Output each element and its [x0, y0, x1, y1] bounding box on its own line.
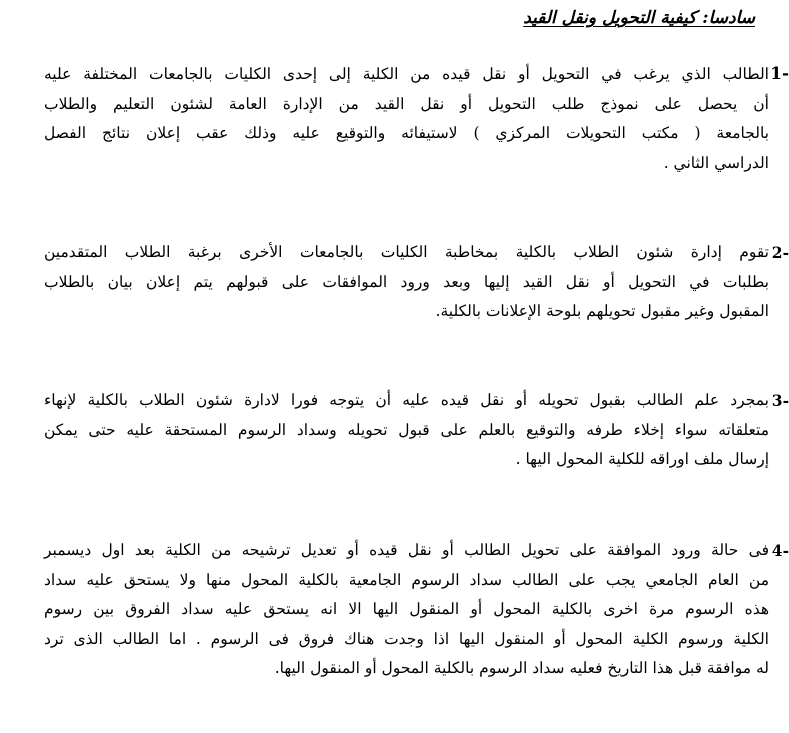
- item-number: 4-: [771, 541, 789, 560]
- item-line: هذه الرسوم مرة اخرى بالكلية المحول أو المنقول اليها الا انه يستحق عليه سداد الفروق بين رسوم: [44, 600, 769, 618]
- item-number: 1-: [770, 64, 789, 84]
- item-line: الكلية ورسوم الكلية المحول أو المنقول اليها اذا وجدت هناك فروق فى الرسوم . اما الطالب الذى ترد: [44, 629, 769, 648]
- item-line: متعلقاته سواء إخلاء طرفه والتوقيع بالعلم على قبول تحويله وسداد الرسوم المستحقة عليه حتى يمكن: [44, 420, 769, 439]
- list-item-3: [44, 386, 789, 475]
- item-number: 3-: [771, 391, 789, 410]
- item-line: بطلبات في التحويل أو نقل القيد إليها وبعد ورود الموافقات على قبولهم يتم إعلان بيان بالطلاب: [44, 272, 769, 291]
- list-item-2: [44, 238, 789, 327]
- item-number: 2-: [771, 243, 789, 262]
- item-line: بالجامعة ( مكتب التحويلات المركزي ) لاستيفائه والتوقيع عليه وذلك عقب إعلان نتائج الفصل: [44, 124, 769, 142]
- section-heading: سادسا: كيفية التحويل ونقل القيد: [523, 8, 755, 28]
- item-line: المقبول وغير مقبول تحويلهم بلوحة الإعلانات بالكلية.: [435, 302, 769, 320]
- item-line: إرسال ملف اوراقه للكلية المحول اليها .: [515, 450, 769, 468]
- item-line: تقوم إدارة شئون الطلاب بالكلية بمخاطبة الكليات بالجامعات الأخرى برغبة الطلاب المتقدمين: [44, 243, 769, 261]
- item-line: من العام الجامعي يجب على الطالب سداد الرسوم الجامعية بالكلية المحول منها ولا يستحق عليه سداد: [44, 570, 769, 589]
- item-line: بمجرد علم الطالب بقبول تحويله أو نقل قيده عليه أن يتوجه فورا لادارة شئون الطلاب بالكلية لإنهاء: [44, 391, 769, 409]
- item-line: فى حالة ورود الموافقة على تحويل الطالب أو نقل قيده أو تعديل ترشيحه من الكلية بعد اول ديسمبر: [44, 541, 769, 559]
- list-item-1: [44, 60, 789, 178]
- item-line: الطالب الذي يرغب في التحويل أو نقل قيده من الكلية إلى إحدى الكليات بالجامعات المختلفة عليه: [44, 65, 769, 83]
- item-line: الدراسي الثاني .: [663, 153, 769, 172]
- item-line: له موافقة قبل هذا التاريخ فعليه سداد الرسوم بالكلية المحول أو المنقول اليها.: [274, 659, 769, 677]
- item-line: أن يحصل على نموذج طلب التحويل أو نقل القيد من الإدارة العامة لشئون التعليم والطلاب: [44, 94, 769, 113]
- list-item-4: [44, 536, 789, 684]
